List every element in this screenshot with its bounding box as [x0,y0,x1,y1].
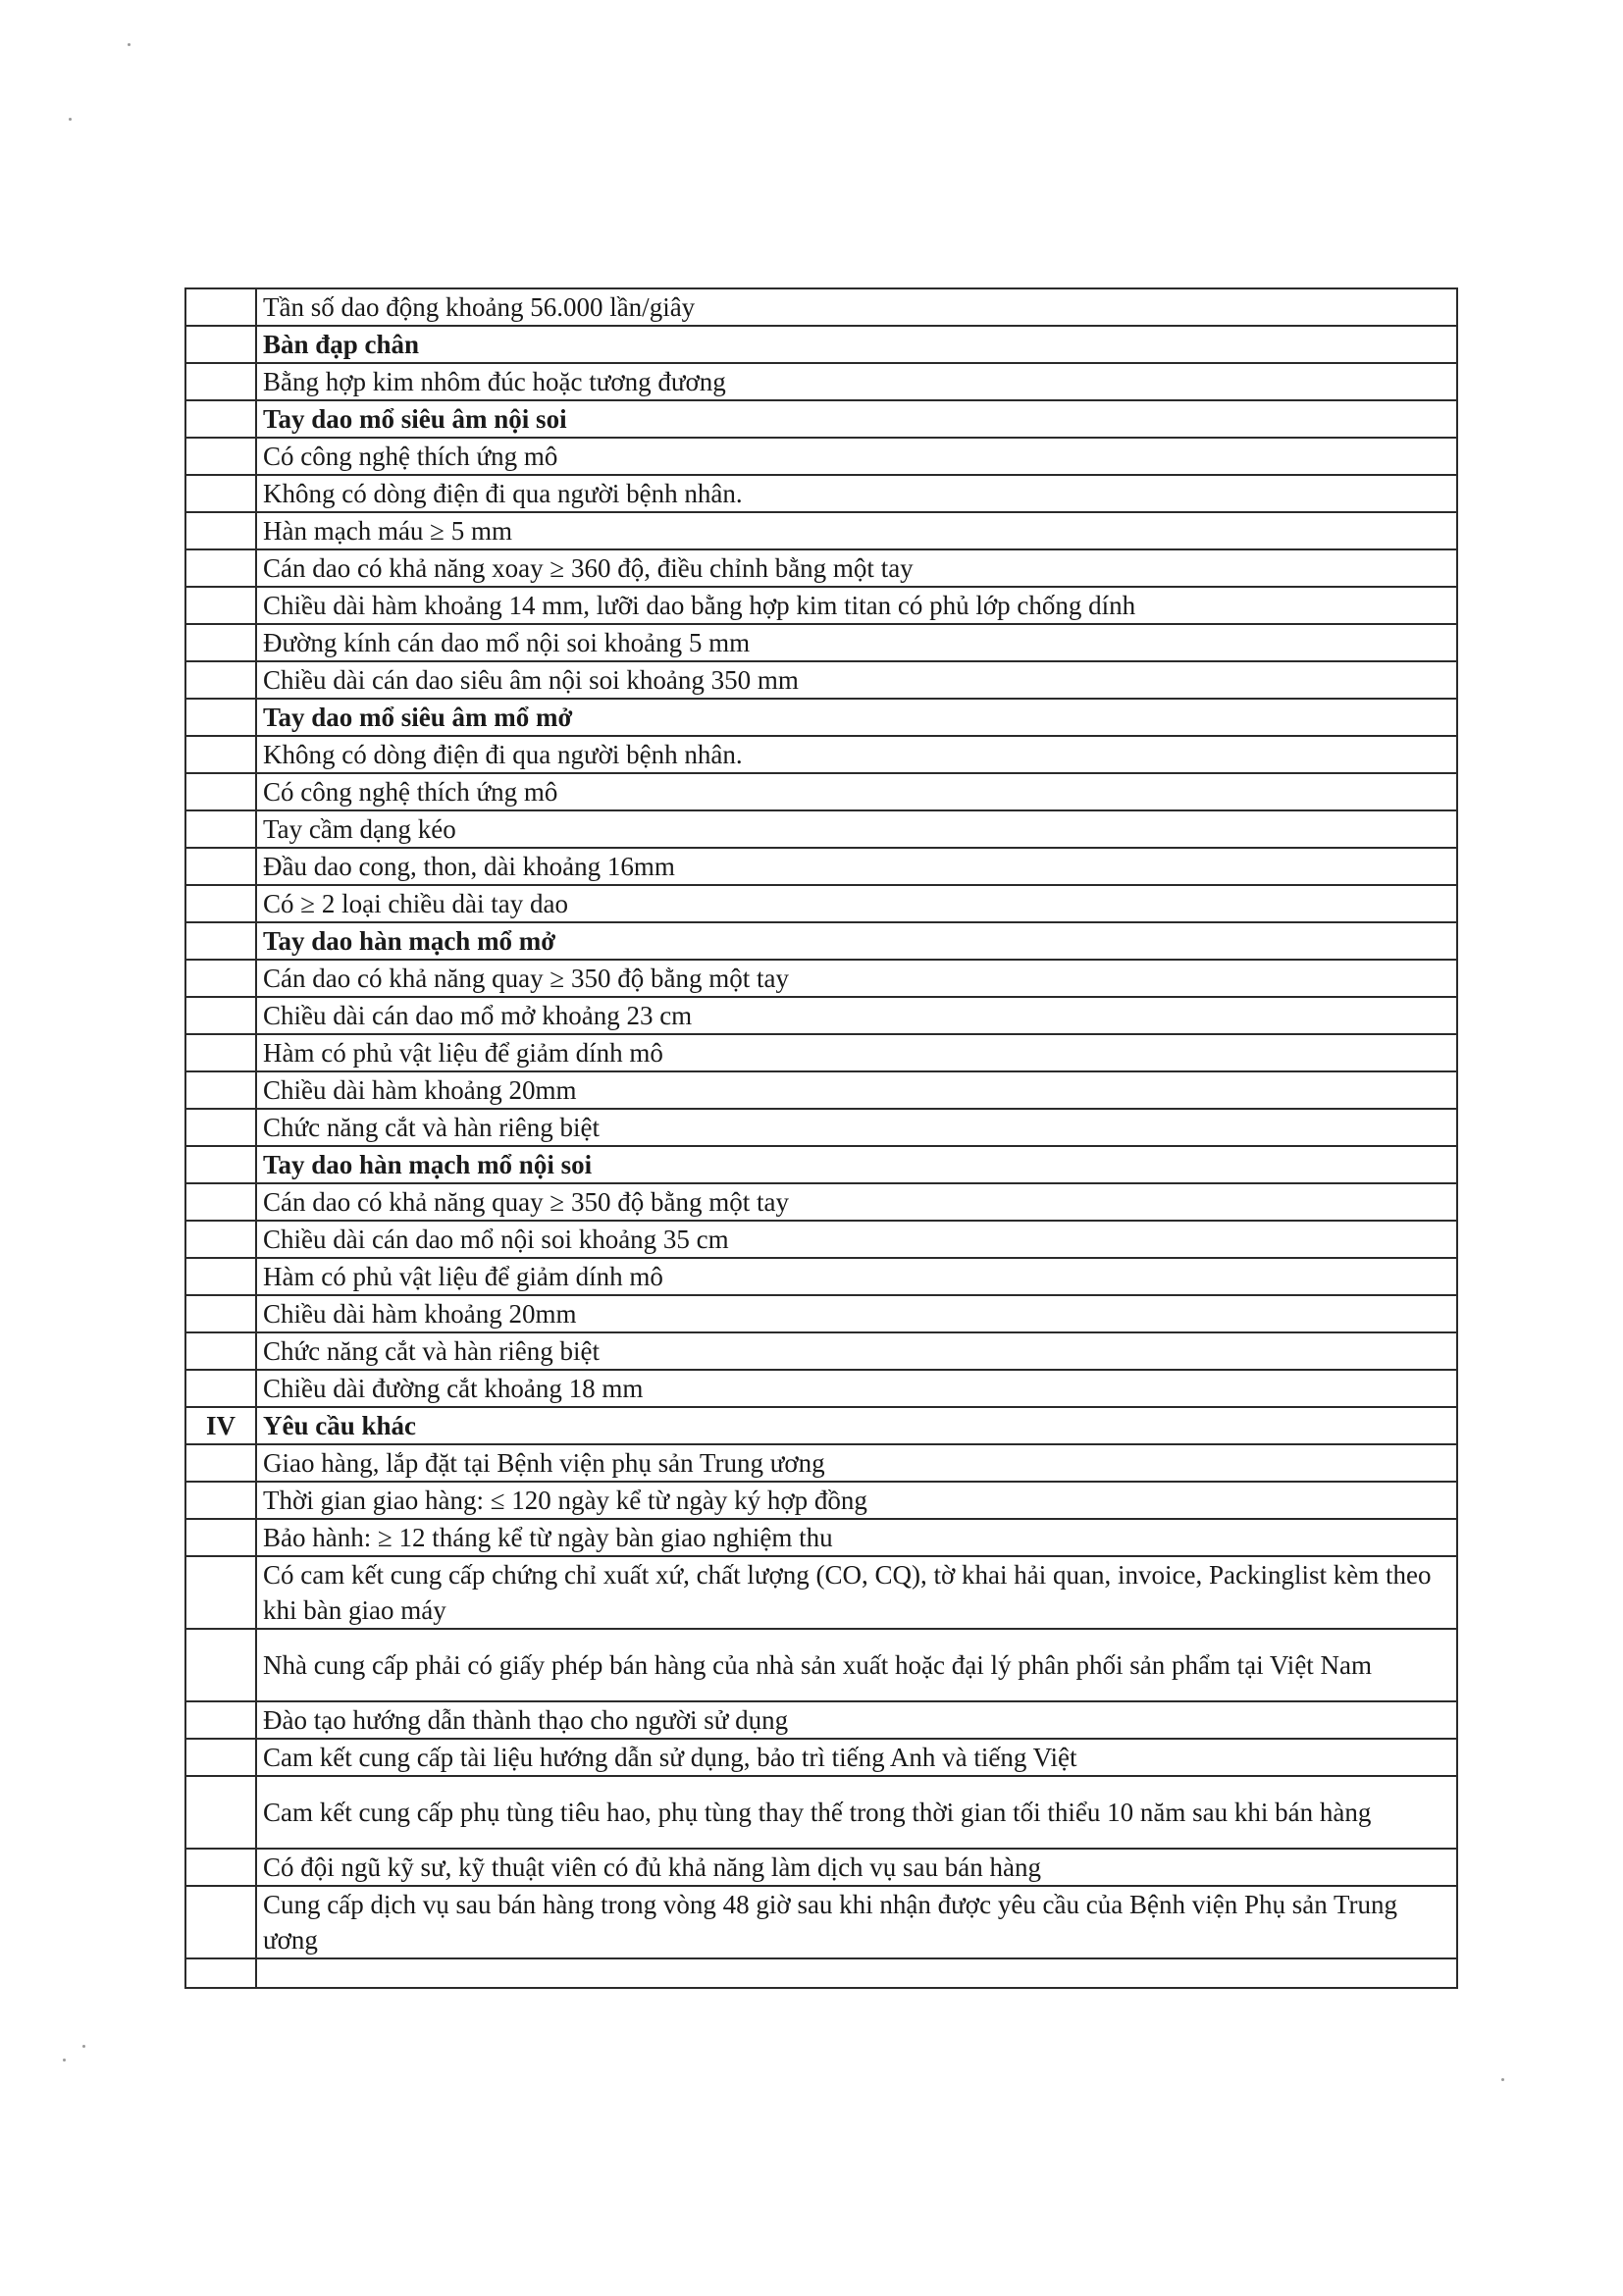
row-number-cell [185,699,256,736]
requirement-cell: Chiều dài hàm khoảng 20mm [256,1071,1457,1109]
table-row [185,1221,1457,1258]
requirement-cell: Giao hàng, lắp đặt tại Bệnh viện phụ sản Trung ương [256,1444,1457,1482]
requirement-cell: Cán dao có khả năng quay ≥ 350 độ bằng một tay [256,960,1457,997]
table-row [185,885,1457,922]
row-number-cell [185,1776,256,1849]
row-number-cell [185,1034,256,1071]
table-row [185,587,1457,624]
requirement-cell: Chức năng cắt và hàn riêng biệt [256,1109,1457,1146]
requirement-cell: Cán dao có khả năng xoay ≥ 360 độ, điều chỉnh bằng một tay [256,549,1457,587]
requirement-cell: Chiều dài cán dao mổ nội soi khoảng 35 cm [256,1221,1457,1258]
row-number-cell [185,1258,256,1295]
row-number-cell [185,512,256,549]
table-row [185,1519,1457,1556]
row-number-cell [185,363,256,400]
row-number-cell [185,922,256,960]
requirement-cell: Đường kính cán dao mổ nội soi khoảng 5 mm [256,624,1457,661]
requirement-cell: Cung cấp dịch vụ sau bán hàng trong vòng 48 giờ sau khi nhận được yêu cầu của Bệnh viện Phụ sản Trung ương [256,1886,1457,1958]
row-number-cell [185,288,256,326]
requirement-cell: Không có dòng điện đi qua người bệnh nhân. [256,475,1457,512]
requirement-cell: Có ≥ 2 loại chiều dài tay dao [256,885,1457,922]
table-section-row [185,1146,1457,1183]
row-number-cell [185,549,256,587]
table-row [185,363,1457,400]
requirement-cell: Chiều dài đường cắt khoảng 18 mm [256,1370,1457,1407]
row-number-cell [185,1146,256,1183]
requirement-cell: Chiều dài hàm khoảng 14 mm, lưỡi dao bằng hợp kim titan có phủ lớp chống dính [256,587,1457,624]
row-number-cell [185,1629,256,1701]
row-number-cell [185,960,256,997]
requirement-cell: Bảo hành: ≥ 12 tháng kể từ ngày bàn giao nghiệm thu [256,1519,1457,1556]
row-number-cell [185,1295,256,1332]
table-row [185,1034,1457,1071]
table-row [185,997,1457,1034]
scan-speck [1501,2078,1504,2081]
table-row [185,1332,1457,1370]
row-number-cell [185,1482,256,1519]
requirement-cell: Chiều dài cán dao mổ mở khoảng 23 cm [256,997,1457,1034]
table-row [185,288,1457,326]
table-row [185,549,1457,587]
row-number-cell [185,1221,256,1258]
table-row [185,624,1457,661]
requirement-cell [256,1958,1457,1988]
table-row [185,1370,1457,1407]
requirement-cell: Cam kết cung cấp phụ tùng tiêu hao, phụ tùng thay thế trong thời gian tối thiểu 10 năm sau khi bán hàng [256,1776,1457,1849]
requirement-cell: Nhà cung cấp phải có giấy phép bán hàng của nhà sản xuất hoặc đại lý phân phối sản phẩm tại Việt Nam [256,1629,1457,1701]
table-row [185,1739,1457,1776]
row-number-cell [185,885,256,922]
specification-table-body [185,288,1457,1988]
table-row [185,512,1457,549]
section-heading-cell: Tay dao mổ siêu âm mổ mở [256,699,1457,736]
table-row [185,773,1457,810]
table-row [185,1482,1457,1519]
requirement-cell: Cam kết cung cấp tài liệu hướng dẫn sử dụng, bảo trì tiếng Anh và tiếng Việt [256,1739,1457,1776]
scan-speck [63,2059,66,2061]
row-number-cell [185,1556,256,1629]
table-section-row [185,326,1457,363]
requirement-cell: Hàm có phủ vật liệu để giảm dính mô [256,1258,1457,1295]
row-number-cell [185,661,256,699]
requirement-cell: Không có dòng điện đi qua người bệnh nhân. [256,736,1457,773]
table-row [185,1629,1457,1701]
table-row [185,1958,1457,1988]
scan-speck [82,2045,85,2048]
table-section-row [185,400,1457,438]
row-number-cell [185,438,256,475]
table-row [185,810,1457,848]
row-number-cell [185,1519,256,1556]
requirement-cell: Hàn mạch máu ≥ 5 mm [256,512,1457,549]
requirement-cell: Tay cầm dạng kéo [256,810,1457,848]
row-number-cell [185,400,256,438]
row-number-cell [185,1071,256,1109]
requirement-cell: Có công nghệ thích ứng mô [256,438,1457,475]
section-heading-cell: Tay dao hàn mạch mổ mở [256,922,1457,960]
row-number-cell [185,1886,256,1958]
table-section-row [185,1407,1457,1444]
requirement-cell: Có đội ngũ kỹ sư, kỹ thuật viên có đủ khả năng làm dịch vụ sau bán hàng [256,1849,1457,1886]
requirement-cell: Đào tạo hướng dẫn thành thạo cho người sử dụng [256,1701,1457,1739]
table-row [185,960,1457,997]
requirement-cell: Chiều dài hàm khoảng 20mm [256,1295,1457,1332]
row-number-cell [185,1370,256,1407]
section-heading-cell: Tay dao mổ siêu âm nội soi [256,400,1457,438]
row-number-cell [185,1701,256,1739]
row-number-cell [185,587,256,624]
table-row [185,1701,1457,1739]
table-row [185,475,1457,512]
table-row [185,661,1457,699]
section-heading-cell: Yêu cầu khác [256,1407,1457,1444]
table-row [185,1183,1457,1221]
table-row [185,848,1457,885]
scan-speck [69,118,72,121]
row-number-cell [185,736,256,773]
row-number-cell [185,773,256,810]
requirement-cell: Hàm có phủ vật liệu để giảm dính mô [256,1034,1457,1071]
row-number-cell [185,810,256,848]
specification-table [184,287,1458,1989]
table-row [185,1556,1457,1629]
row-number-cell [185,1183,256,1221]
row-number-cell [185,326,256,363]
table-row [185,438,1457,475]
table-row [185,1886,1457,1958]
requirement-cell: Có công nghệ thích ứng mô [256,773,1457,810]
row-number-cell [185,1444,256,1482]
requirement-cell: Thời gian giao hàng: ≤ 120 ngày kể từ ngày ký hợp đồng [256,1482,1457,1519]
row-number-cell [185,1109,256,1146]
requirement-cell: Cán dao có khả năng quay ≥ 350 độ bằng một tay [256,1183,1457,1221]
table-row [185,1444,1457,1482]
requirement-cell: Chiều dài cán dao siêu âm nội soi khoảng 350 mm [256,661,1457,699]
scan-speck [128,43,131,46]
table-row [185,736,1457,773]
table-row [185,1071,1457,1109]
table-row [185,1258,1457,1295]
row-number-cell [185,1332,256,1370]
requirement-cell: Đầu dao cong, thon, dài khoảng 16mm [256,848,1457,885]
table-section-row [185,699,1457,736]
requirement-cell: Tần số dao động khoảng 56.000 lần/giây [256,288,1457,326]
section-heading-cell: Bàn đạp chân [256,326,1457,363]
requirement-cell: Bằng hợp kim nhôm đúc hoặc tương đương [256,363,1457,400]
row-number-cell [185,1849,256,1886]
row-number-cell [185,1958,256,1988]
table-row [185,1109,1457,1146]
row-number-cell: IV [185,1407,256,1444]
row-number-cell [185,997,256,1034]
table-row [185,1849,1457,1886]
table-row [185,1776,1457,1849]
row-number-cell [185,475,256,512]
row-number-cell [185,848,256,885]
requirement-cell: Chức năng cắt và hàn riêng biệt [256,1332,1457,1370]
row-number-cell [185,624,256,661]
requirement-cell: Có cam kết cung cấp chứng chỉ xuất xứ, chất lượng (CO, CQ), tờ khai hải quan, invoice, Packinglist kèm theo khi bàn giao máy [256,1556,1457,1629]
table-section-row [185,922,1457,960]
table-row [185,1295,1457,1332]
row-number-cell [185,1739,256,1776]
section-heading-cell: Tay dao hàn mạch mổ nội soi [256,1146,1457,1183]
